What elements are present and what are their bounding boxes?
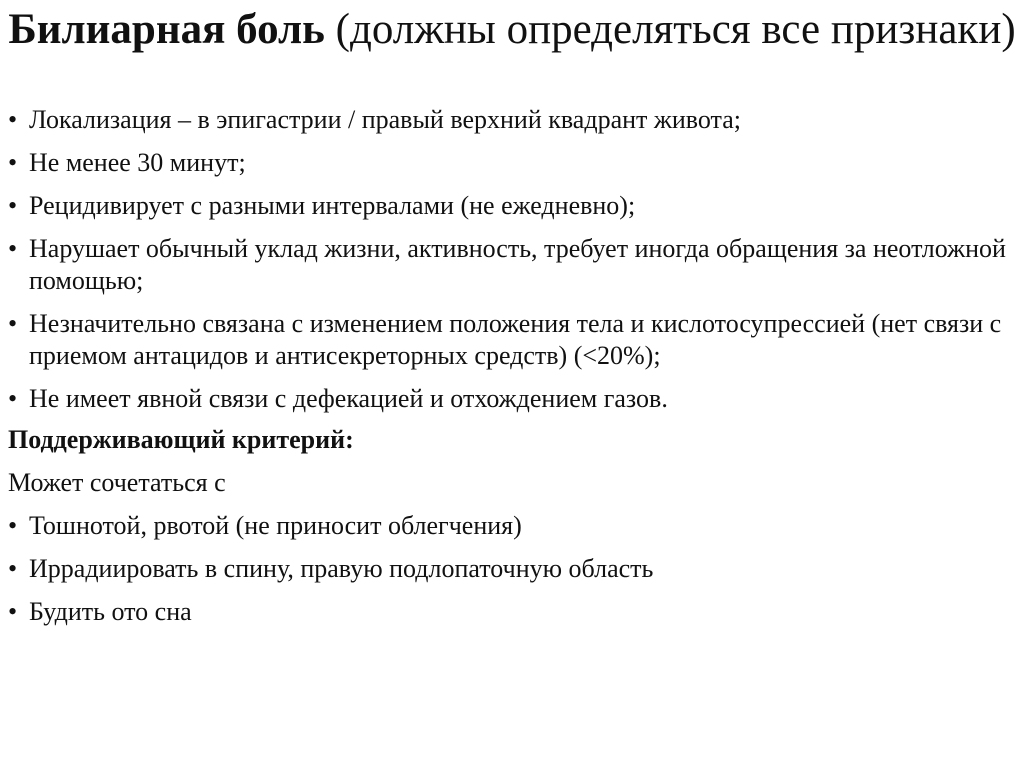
criteria-text: Не менее 30 минут; bbox=[29, 148, 246, 177]
bullet-icon: • bbox=[8, 148, 18, 177]
criteria-text: Рецидивирует с разными интервалами (не ежедневно); bbox=[29, 191, 636, 220]
criteria-item bbox=[8, 147, 1008, 179]
criteria-item bbox=[8, 308, 1008, 372]
bullet-icon: • bbox=[8, 384, 18, 413]
criteria-list bbox=[8, 104, 1008, 415]
criteria-item bbox=[8, 233, 1008, 297]
bullet-icon: • bbox=[8, 597, 18, 626]
supporting-item bbox=[8, 510, 1008, 542]
supporting-heading: Поддерживающий критерий: bbox=[8, 425, 354, 454]
supporting-item bbox=[8, 596, 1008, 628]
slide-title bbox=[0, 4, 1024, 56]
bullet-icon: • bbox=[8, 554, 18, 583]
criteria-text: Незначительно связана с изменением положения тела и кислотосупрессией (нет связи с приемом антацидов и антисекреторных средств) (<20%); bbox=[29, 309, 1002, 370]
supporting-item bbox=[8, 553, 1008, 585]
supporting-list bbox=[8, 510, 1008, 628]
criteria-item bbox=[8, 383, 1008, 415]
slide-title-normal: (должны определяться все признаки) bbox=[324, 6, 1016, 53]
supporting-text: Будить ото сна bbox=[29, 597, 192, 626]
criteria-item bbox=[8, 104, 1008, 136]
criteria-text: Не имеет явной связи с дефекацией и отхождением газов. bbox=[29, 384, 668, 413]
bullet-icon: • bbox=[8, 191, 18, 220]
slide-title-bold: Билиарная боль bbox=[8, 6, 325, 53]
bullet-icon: • bbox=[8, 234, 18, 263]
criteria-item bbox=[8, 190, 1008, 222]
bullet-icon: • bbox=[8, 105, 18, 134]
bullet-icon: • bbox=[8, 511, 18, 540]
slide-content bbox=[8, 104, 1008, 639]
criteria-text: Локализация – в эпигастрии / правый верхний квадрант живота; bbox=[29, 105, 741, 134]
bullet-icon: • bbox=[8, 309, 18, 338]
criteria-text: Нарушает обычный уклад жизни, активность, требует иногда обращения за неотложной помощью; bbox=[29, 234, 1006, 295]
supporting-intro: Может сочетаться с bbox=[8, 468, 226, 497]
supporting-text: Тошнотой, рвотой (не приносит облегчения) bbox=[29, 511, 522, 540]
supporting-text: Иррадиировать в спину, правую подлопаточную область bbox=[29, 554, 654, 583]
